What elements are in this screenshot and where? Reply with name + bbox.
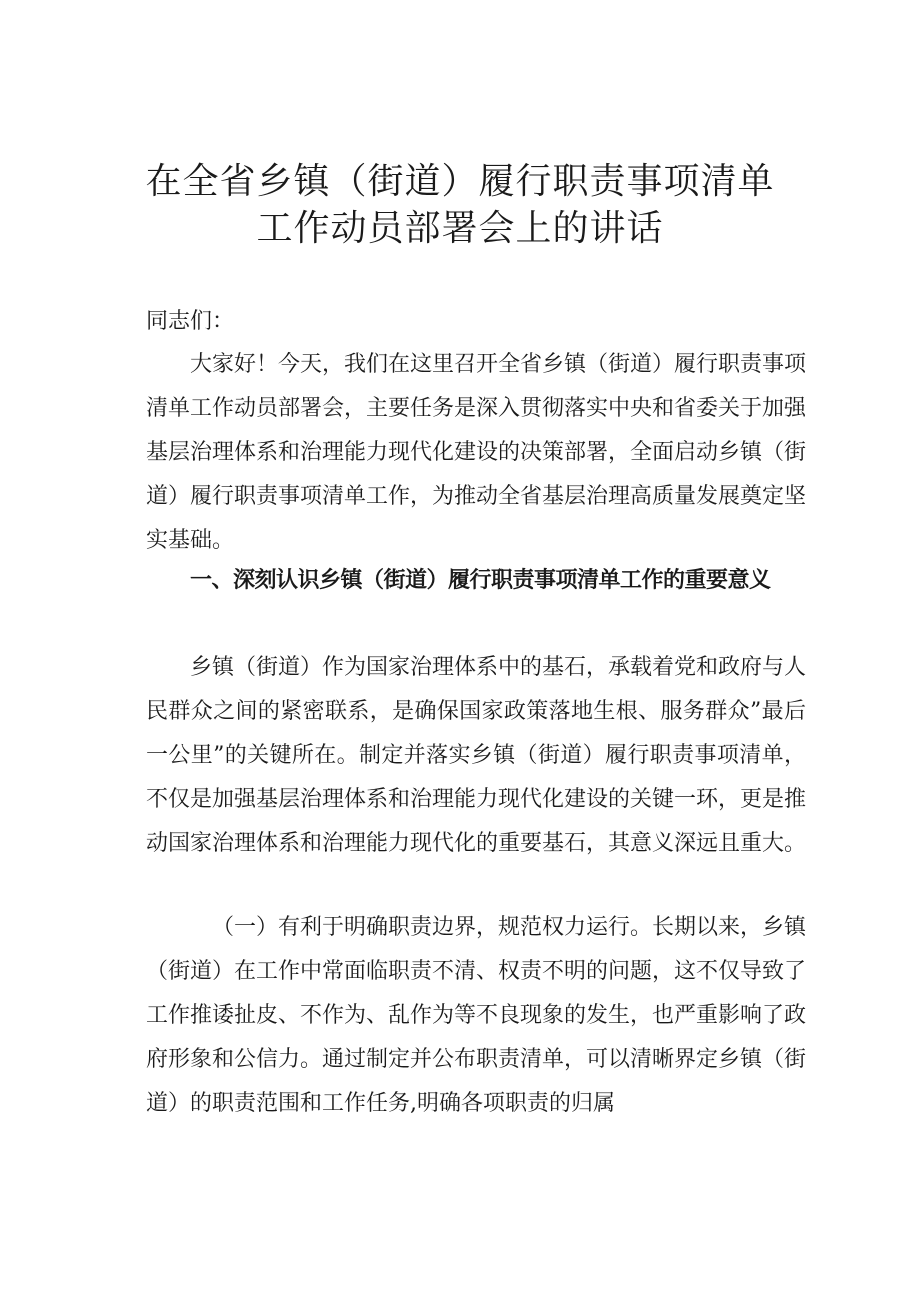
document-title-line-2: 工作动员部署会上的讲话: [256, 208, 664, 249]
paragraph-significance: 乡镇（街道）作为国家治理体系中的基石，承载着党和政府与人民群众之间的紧密联系，是确保国家政策落地生根、服务群众”最后一公里”的关键所在。制定并落实乡镇（街道）履行职责事项清单，不仅是加强基层治理体系和治理能力现代化建设的关键一环，更是推动国家治理体系和治理能力现代化的重要基石，其意义深远且重大。: [146, 655, 807, 856]
paragraph-subpoint-1: （一）有利于明确职责边界，规范权力运行。长期以来，乡镇（街道）在工作中常面临职责不清、权责不明的问题，这不仅导致了工作推诿扯皮、不作为、乱作为等不良现象的发生，也严重影响了政府形象和公信力。通过制定并公布职责清单，可以清晰界定乡镇（街道）的职责范围和工作任务,明确各项职责的归属: [146, 915, 807, 1116]
section-heading-1: 一、深刻认识乡镇（街道）履行职责事项清单工作的重要意义: [190, 568, 771, 593]
paragraph-opening: 大家好！今天，我们在这里召开全省乡镇（街道）履行职责事项清单工作动员部署会，主要任务是深入贯彻落实中央和省委关于加强基层治理体系和治理能力现代化建设的决策部署，全面启动乡镇（街道）履行职责事项清单工作，为推动全省基层治理高质量发展奠定坚实基础。: [146, 352, 807, 553]
salutation: 同志们：: [146, 309, 235, 334]
document-title-line-1: 在全省乡镇（街道）履行职责事项清单: [145, 161, 775, 202]
